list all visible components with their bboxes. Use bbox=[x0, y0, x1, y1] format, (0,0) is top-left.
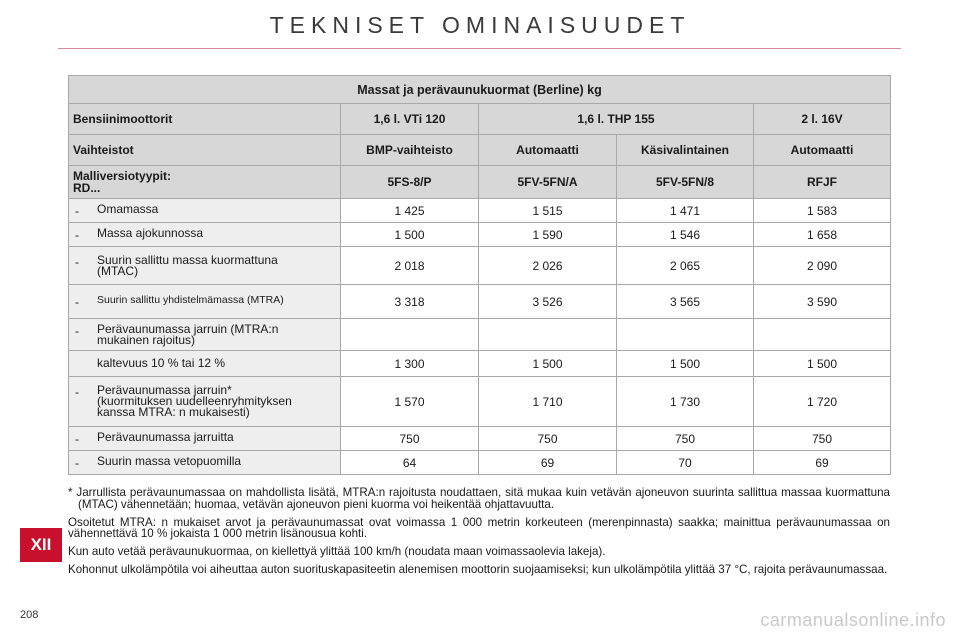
row-dash: - bbox=[75, 385, 79, 399]
gearbox-cell: Käsivalintainen bbox=[617, 135, 754, 166]
table-row bbox=[69, 377, 891, 427]
row-label bbox=[69, 199, 341, 223]
row-label-text bbox=[97, 252, 336, 278]
row-label-text: kaltevuus 10 % tai 12 % bbox=[97, 356, 226, 370]
table-row bbox=[69, 319, 891, 351]
row-dash bbox=[73, 358, 97, 369]
row-label-text: Perävaunumassa jarruitta bbox=[97, 429, 234, 444]
table-cell: 750 bbox=[617, 427, 754, 451]
table-row bbox=[69, 247, 891, 285]
row-label-line: (kuormituksen uudelleenryhmityksen bbox=[97, 394, 292, 408]
chapter-badge: XII bbox=[20, 528, 62, 562]
engine-cell: 1,6 l. THP 155 bbox=[479, 104, 754, 135]
row-label bbox=[69, 377, 341, 427]
table-cell: 1 515 bbox=[479, 199, 617, 223]
table-row bbox=[69, 199, 891, 223]
model-cell: RFJF bbox=[754, 166, 891, 199]
table-cell: 750 bbox=[479, 427, 617, 451]
table-cell: 70 bbox=[617, 451, 754, 475]
table-cell: 1 730 bbox=[617, 377, 754, 427]
table-row bbox=[69, 285, 891, 319]
engine-cell: 2 l. 16V bbox=[754, 104, 891, 135]
watermark: carmanualsonline.info bbox=[760, 610, 946, 630]
row-dash: - bbox=[75, 455, 79, 470]
gearbox-label: Vaihteistot bbox=[69, 135, 341, 166]
row-label bbox=[69, 285, 341, 319]
table-cell: 750 bbox=[754, 427, 891, 451]
row-label bbox=[69, 223, 341, 247]
row-label bbox=[69, 247, 341, 285]
table-cell: 3 526 bbox=[479, 285, 617, 319]
models-label-line: RD... bbox=[73, 181, 101, 195]
row-dash: - bbox=[75, 431, 79, 446]
table-cell: 1 720 bbox=[754, 377, 891, 427]
row-label bbox=[69, 351, 341, 377]
table-cell: 1 500 bbox=[617, 351, 754, 377]
mass-table bbox=[68, 75, 891, 475]
row-label bbox=[69, 319, 341, 351]
table-row bbox=[69, 427, 891, 451]
table-cell: 3 590 bbox=[754, 285, 891, 319]
row-label-line: Perävaunumassa jarruin* bbox=[97, 383, 232, 397]
table-cell: 1 300 bbox=[341, 351, 479, 377]
engines-row bbox=[69, 104, 891, 135]
table-cell: 1 710 bbox=[479, 377, 617, 427]
engine-cell: 1,6 l. VTi 120 bbox=[341, 104, 479, 135]
table-cell: 1 471 bbox=[617, 199, 754, 223]
row-label-text: Suurin massa vetopuomilla bbox=[97, 453, 242, 468]
row-label-line: (MTAC) bbox=[97, 263, 139, 278]
row-label bbox=[69, 427, 341, 451]
row-label-text bbox=[97, 321, 336, 347]
page-title: TEKNISET OMINAISUUDET bbox=[269, 12, 691, 38]
row-dash: - bbox=[75, 323, 79, 338]
gearbox-cell: Automaatti bbox=[754, 135, 891, 166]
table-cell: 69 bbox=[754, 451, 891, 475]
table-cell bbox=[341, 319, 479, 351]
gearbox-cell: BMP-vaihteisto bbox=[341, 135, 479, 166]
title-divider bbox=[58, 48, 901, 49]
gearbox-row bbox=[69, 135, 891, 166]
row-label-text: Suurin sallittu yhdistelmämassa (MTRA) bbox=[97, 293, 284, 306]
row-label-text bbox=[97, 385, 336, 418]
page-number: 208 bbox=[20, 609, 39, 621]
table-cell: 1 658 bbox=[754, 223, 891, 247]
models-label bbox=[69, 166, 341, 199]
row-label-line: mukainen rajoitus) bbox=[97, 332, 196, 347]
model-cell: 5FS-8/P bbox=[341, 166, 479, 199]
notes-section bbox=[68, 487, 890, 582]
note-paragraph: Osoitetut MTRA: n mukaiset arvot ja perävaunumassat ovat voimassa 1 000 metrin korkeuteen (merenpinnasta) saakka; mainittua perävaunumassaa on vähennettävä 10 % jokaista 1 000 metrin lisänousua kohti. bbox=[68, 515, 890, 541]
table-cell: 2 065 bbox=[617, 247, 754, 285]
models-label-line: Malliversiotyypit: bbox=[73, 169, 172, 183]
row-label-text: Massa ajokunnossa bbox=[97, 225, 204, 240]
note-paragraph: Kohonnut ulkolämpötila voi aiheuttaa auton suorituskapasiteetin alenemisen moottorin suojaamiseksi; kun ulkolämpötila ylittää 37 °C, rajoita perävaunumassaa. bbox=[68, 562, 888, 576]
row-dash: - bbox=[75, 254, 79, 269]
table-cell: 750 bbox=[341, 427, 479, 451]
table-cell bbox=[479, 319, 617, 351]
models-row bbox=[69, 166, 891, 199]
table-cell: 3 318 bbox=[341, 285, 479, 319]
table-title: Massat ja perävaunukuormat (Berline) kg bbox=[69, 76, 891, 104]
engines-label: Bensiinimoottorit bbox=[69, 104, 341, 135]
row-dash: - bbox=[75, 227, 79, 242]
table-cell: 1 570 bbox=[341, 377, 479, 427]
table-row bbox=[69, 223, 891, 247]
row-label-line: kanssa MTRA: n mukaisesti) bbox=[97, 405, 250, 419]
note-paragraph: Kun auto vetää perävaunukuormaa, on kiellettyä ylittää 100 km/h (noudata maan voimassaolevia lakeja). bbox=[68, 545, 606, 559]
table-cell bbox=[617, 319, 754, 351]
table-cell: 2 018 bbox=[341, 247, 479, 285]
footnote: * Jarrullista perävaunumassaa on mahdollista lisätä, MTRA:n rajoitusta noudattaen, sitä mukaa kuin vetävän ajoneuvon suurinta sallittua massaa kuormattuna (MTAC) vähennetään; huomaa, vetävän ajoneuvon pieni kuorma voi heikentää ohjattavuutta. bbox=[68, 486, 890, 511]
row-dash: - bbox=[75, 203, 79, 218]
model-cell: 5FV-5FN/8 bbox=[617, 166, 754, 199]
table-cell: 3 565 bbox=[617, 285, 754, 319]
row-label bbox=[69, 451, 341, 475]
table-cell: 1 500 bbox=[479, 351, 617, 377]
table-cell: 1 500 bbox=[754, 351, 891, 377]
table-cell: 64 bbox=[341, 451, 479, 475]
table-cell: 1 583 bbox=[754, 199, 891, 223]
table-cell: 1 500 bbox=[341, 223, 479, 247]
table-title-row bbox=[69, 76, 891, 104]
gearbox-cell: Automaatti bbox=[479, 135, 617, 166]
table-cell: 1 546 bbox=[617, 223, 754, 247]
table-cell: 69 bbox=[479, 451, 617, 475]
table-cell: 1 425 bbox=[341, 199, 479, 223]
table-cell: 1 590 bbox=[479, 223, 617, 247]
table-row bbox=[69, 451, 891, 475]
row-label-line: Perävaunumassa jarruin (MTRA:n bbox=[97, 321, 279, 336]
model-cell: 5FV-5FN/A bbox=[479, 166, 617, 199]
row-label-text: Omamassa bbox=[97, 201, 159, 216]
row-dash: - bbox=[75, 294, 79, 309]
table-row bbox=[69, 351, 891, 377]
row-label-line: Suurin sallittu massa kuormattuna bbox=[97, 252, 278, 267]
table-cell: 2 026 bbox=[479, 247, 617, 285]
table-cell: 2 090 bbox=[754, 247, 891, 285]
table-cell bbox=[754, 319, 891, 351]
